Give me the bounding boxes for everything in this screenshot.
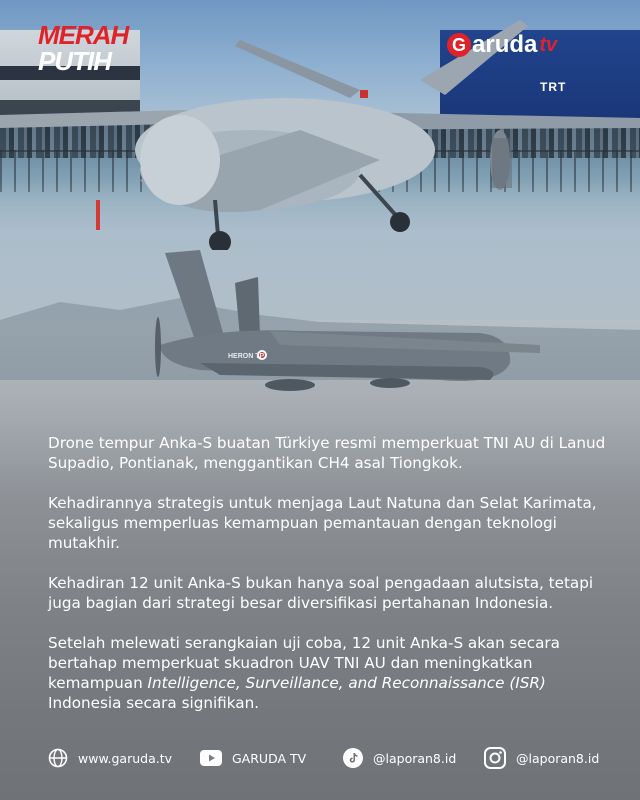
instagram-link[interactable]: [484, 747, 599, 769]
paragraph-3: Kehadiran 12 unit Anka-S bukan hanya soal pengadaan alutsista, tetapi juga bagian dari strategi besar diversifikasi pertahanan Indonesia.: [48, 574, 594, 612]
logo-putih-text: PUTIH: [38, 46, 111, 76]
merah-putih-logo: [38, 22, 148, 78]
website-label: www.garuda.tv: [78, 750, 173, 766]
tiktok-link[interactable]: [343, 748, 484, 768]
logo-merah-text: MERAH: [38, 20, 129, 50]
article-body: [48, 433, 608, 733]
instagram-icon: [484, 747, 506, 769]
tiktok-label: @laporan8.id: [373, 750, 457, 766]
paragraph-4-text: Setelah melewati serangkaian uji coba, 12 unit Anka-S akan secara bertahap memperkuat skuadron UAV TNI AU dan meningkatkan kemampuan: [48, 634, 560, 692]
heron-drone-image: [140, 245, 550, 395]
youtube-label: GARUDA TV: [232, 750, 307, 766]
garuda-g-mark: G: [447, 33, 471, 57]
garuda-wordmark: aruda: [472, 31, 538, 58]
tv-wordmark: tv: [539, 33, 558, 56]
paragraph-4: [48, 633, 608, 713]
social-footer: [48, 745, 608, 771]
website-link[interactable]: [48, 748, 200, 768]
drone-marking: HERON TP: [228, 353, 265, 360]
paragraph-2: Kehadirannya strategis untuk menjaga Laut Natuna dan Selat Karimata, sekaligus memperluas kemampuan pemantauan dengan teknologi mutakhir.: [48, 494, 597, 552]
tiktok-icon: [343, 748, 363, 768]
garuda-tv-logo: [447, 30, 607, 60]
paragraph-4-end: Indonesia secara signifikan.: [48, 694, 260, 712]
globe-icon: [48, 748, 68, 768]
youtube-link[interactable]: [200, 750, 343, 766]
instagram-label: @laporan8.id: [516, 750, 600, 766]
isr-term: Intelligence, Surveillance, and Reconnaissance (ISR): [147, 674, 546, 692]
paragraph-1: Drone tempur Anka-S buatan Türkiye resmi memperkuat TNI AU di Lanud Supadio, Pontianak, menggantikan CH4 asal Tiongkok.: [48, 434, 606, 472]
tent-label: TRT: [540, 80, 567, 94]
youtube-icon: [200, 750, 222, 766]
